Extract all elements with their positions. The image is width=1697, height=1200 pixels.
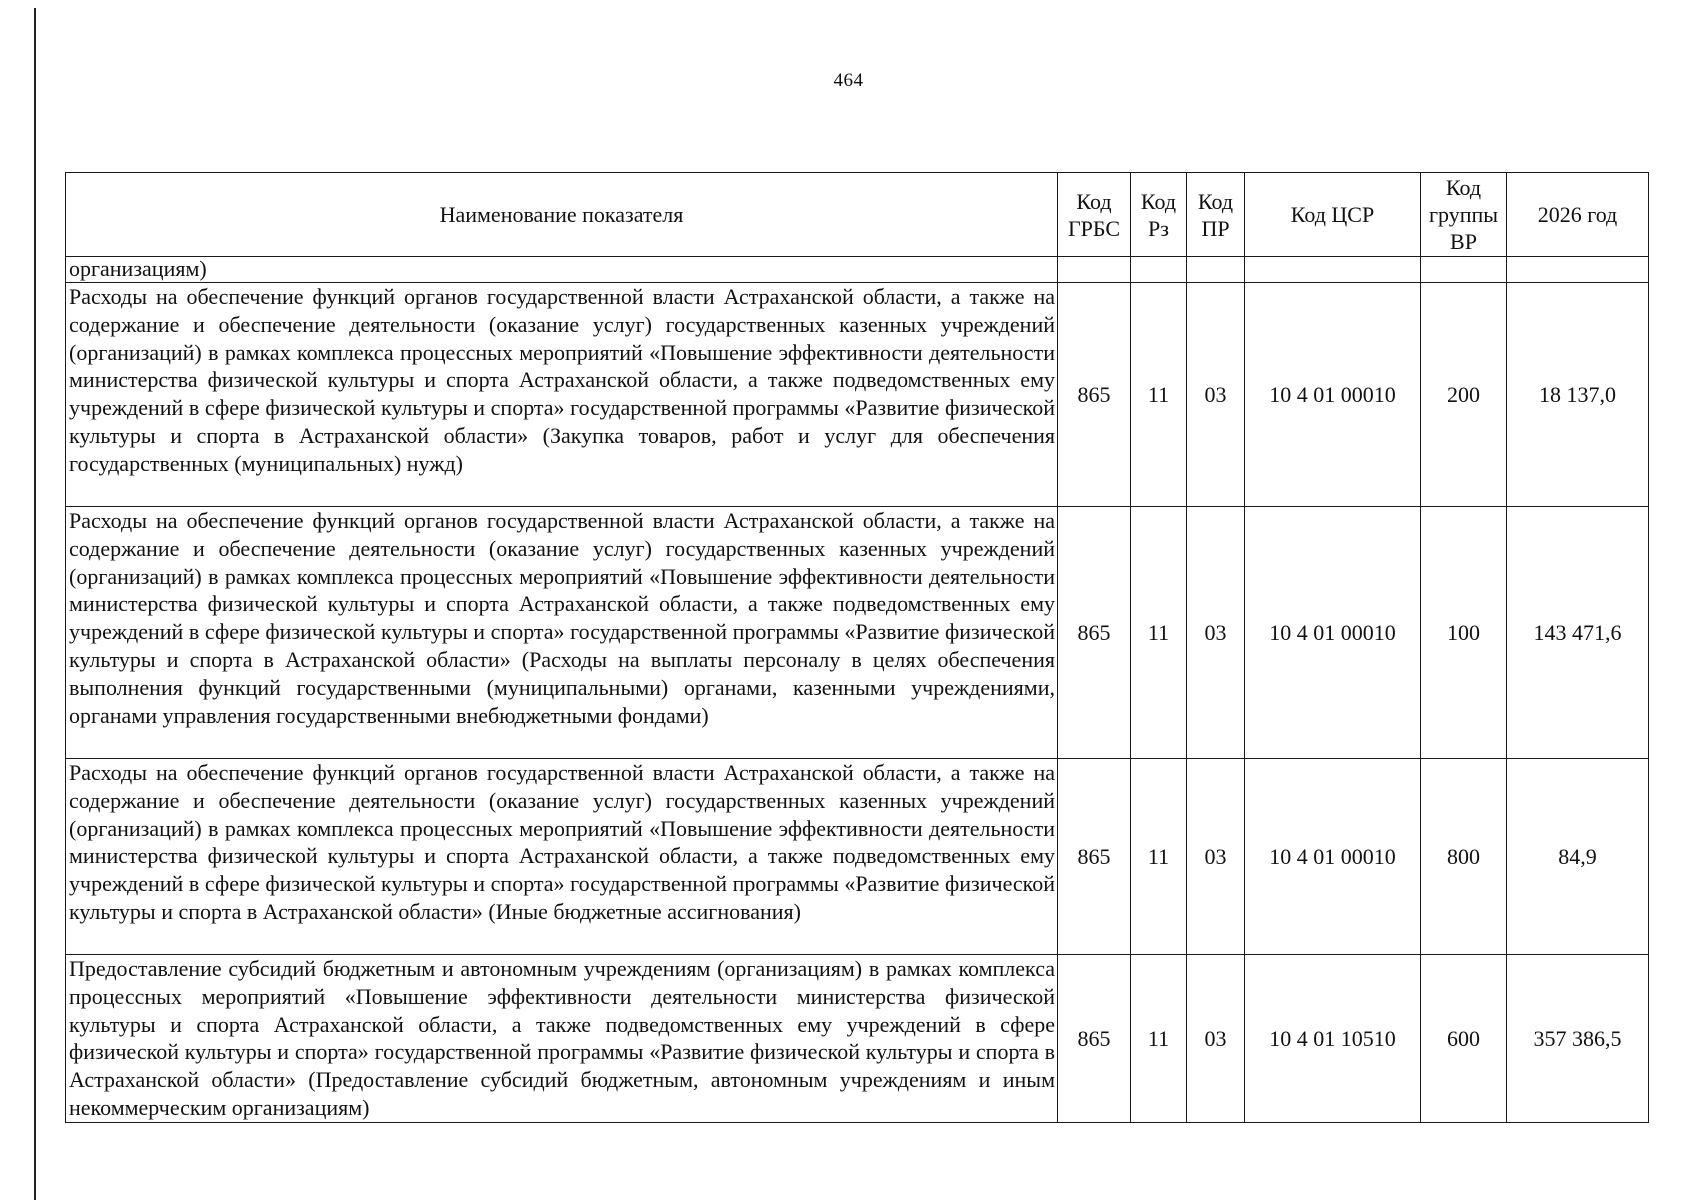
header-name: Наименование показателя <box>66 173 1058 257</box>
table-row <box>66 955 1649 1123</box>
row-vr: 200 <box>1421 283 1507 507</box>
row-grbs <box>1058 257 1131 283</box>
header-grbs: Код ГРБС <box>1058 173 1131 257</box>
row-csr: 10 4 01 00010 <box>1245 759 1421 955</box>
row-pr: 03 <box>1187 759 1245 955</box>
row-grbs: 865 <box>1058 759 1131 955</box>
table-row <box>66 283 1649 507</box>
row-rz: 11 <box>1131 759 1187 955</box>
header-rz: Код Рз <box>1131 173 1187 257</box>
row-vr <box>1421 257 1507 283</box>
row-vr: 800 <box>1421 759 1507 955</box>
row-name: организациям) <box>66 257 1058 283</box>
table-header-row <box>66 173 1649 257</box>
row-pr: 03 <box>1187 507 1245 759</box>
row-rz: 11 <box>1131 507 1187 759</box>
row-vr: 100 <box>1421 507 1507 759</box>
row-grbs: 865 <box>1058 955 1131 1123</box>
row-csr: 10 4 01 00010 <box>1245 283 1421 507</box>
header-year: 2026 год <box>1507 173 1649 257</box>
row-rz <box>1131 257 1187 283</box>
row-grbs: 865 <box>1058 507 1131 759</box>
row-amount: 143 471,6 <box>1507 507 1649 759</box>
row-amount <box>1507 257 1649 283</box>
budget-table <box>65 172 1649 1123</box>
row-pr: 03 <box>1187 955 1245 1123</box>
row-name: Расходы на обеспечение функций органов государственной власти Астраханской области, а также на содержание и обеспечение деятельности (оказание услуг) государственных казенных учреждений (организаций) в рамках комплекса процессных мероприятий «Повышение эффективности деятельности министерства физической культуры и спорта Астраханской области, а также подведомственных ему учреждений в сфере физической культуры и спорта» государственной программы «Развитие физической культуры и спорта в Астраханской области» (Расходы на выплаты персоналу в целях обеспечения выполнения функций государственными (муниципальными) органами, казенными учреждениями, органами управления государственными внебюджетными фондами) <box>66 507 1058 759</box>
row-pr <box>1187 257 1245 283</box>
table-row <box>66 507 1649 759</box>
table-row <box>66 759 1649 955</box>
header-vr: Код группы ВР <box>1421 173 1507 257</box>
row-name: Расходы на обеспечение функций органов государственной власти Астраханской области, а также на содержание и обеспечение деятельности (оказание услуг) государственных казенных учреждений (организаций) в рамках комплекса процессных мероприятий «Повышение эффективности деятельности министерства физической культуры и спорта Астраханской области, а также подведомственных ему учреждений в сфере физической культуры и спорта» государственной программы «Развитие физической культуры и спорта в Астраханской области» (Иные бюджетные ассигнования) <box>66 759 1058 955</box>
row-csr: 10 4 01 10510 <box>1245 955 1421 1123</box>
row-pr: 03 <box>1187 283 1245 507</box>
page-number: 464 <box>833 70 864 91</box>
left-margin-line <box>34 8 36 1200</box>
row-name: Расходы на обеспечение функций органов государственной власти Астраханской области, а также на содержание и обеспечение деятельности (оказание услуг) государственных казенных учреждений (организаций) в рамках комплекса процессных мероприятий «Повышение эффективности деятельности министерства физической культуры и спорта Астраханской области, а также подведомственных ему учреждений в сфере физической культуры и спорта» государственной программы «Развитие физической культуры и спорта в Астраханской области» (Закупка товаров, работ и услуг для обеспечения государственных (муниципальных) нужд) <box>66 283 1058 507</box>
row-amount: 357 386,5 <box>1507 955 1649 1123</box>
row-csr: 10 4 01 00010 <box>1245 507 1421 759</box>
row-grbs: 865 <box>1058 283 1131 507</box>
table-row <box>66 257 1649 283</box>
header-pr: Код ПР <box>1187 173 1245 257</box>
row-amount: 18 137,0 <box>1507 283 1649 507</box>
row-vr: 600 <box>1421 955 1507 1123</box>
header-csr: Код ЦСР <box>1245 173 1421 257</box>
row-name: Предоставление субсидий бюджетным и автономным учреждениям (организациям) в рамках комплекса процессных мероприятий «Повышение эффективности деятельности министерства физической культуры и спорта Астраханской области, а также подведомственных ему учреждений в сфере физической культуры и спорта» государственной программы «Развитие физической культуры и спорта в Астраханской области» (Предоставление субсидий бюджетным, автономным учреждениям и иным некоммерческим организациям) <box>66 955 1058 1123</box>
row-csr <box>1245 257 1421 283</box>
row-amount: 84,9 <box>1507 759 1649 955</box>
row-rz: 11 <box>1131 955 1187 1123</box>
row-rz: 11 <box>1131 283 1187 507</box>
